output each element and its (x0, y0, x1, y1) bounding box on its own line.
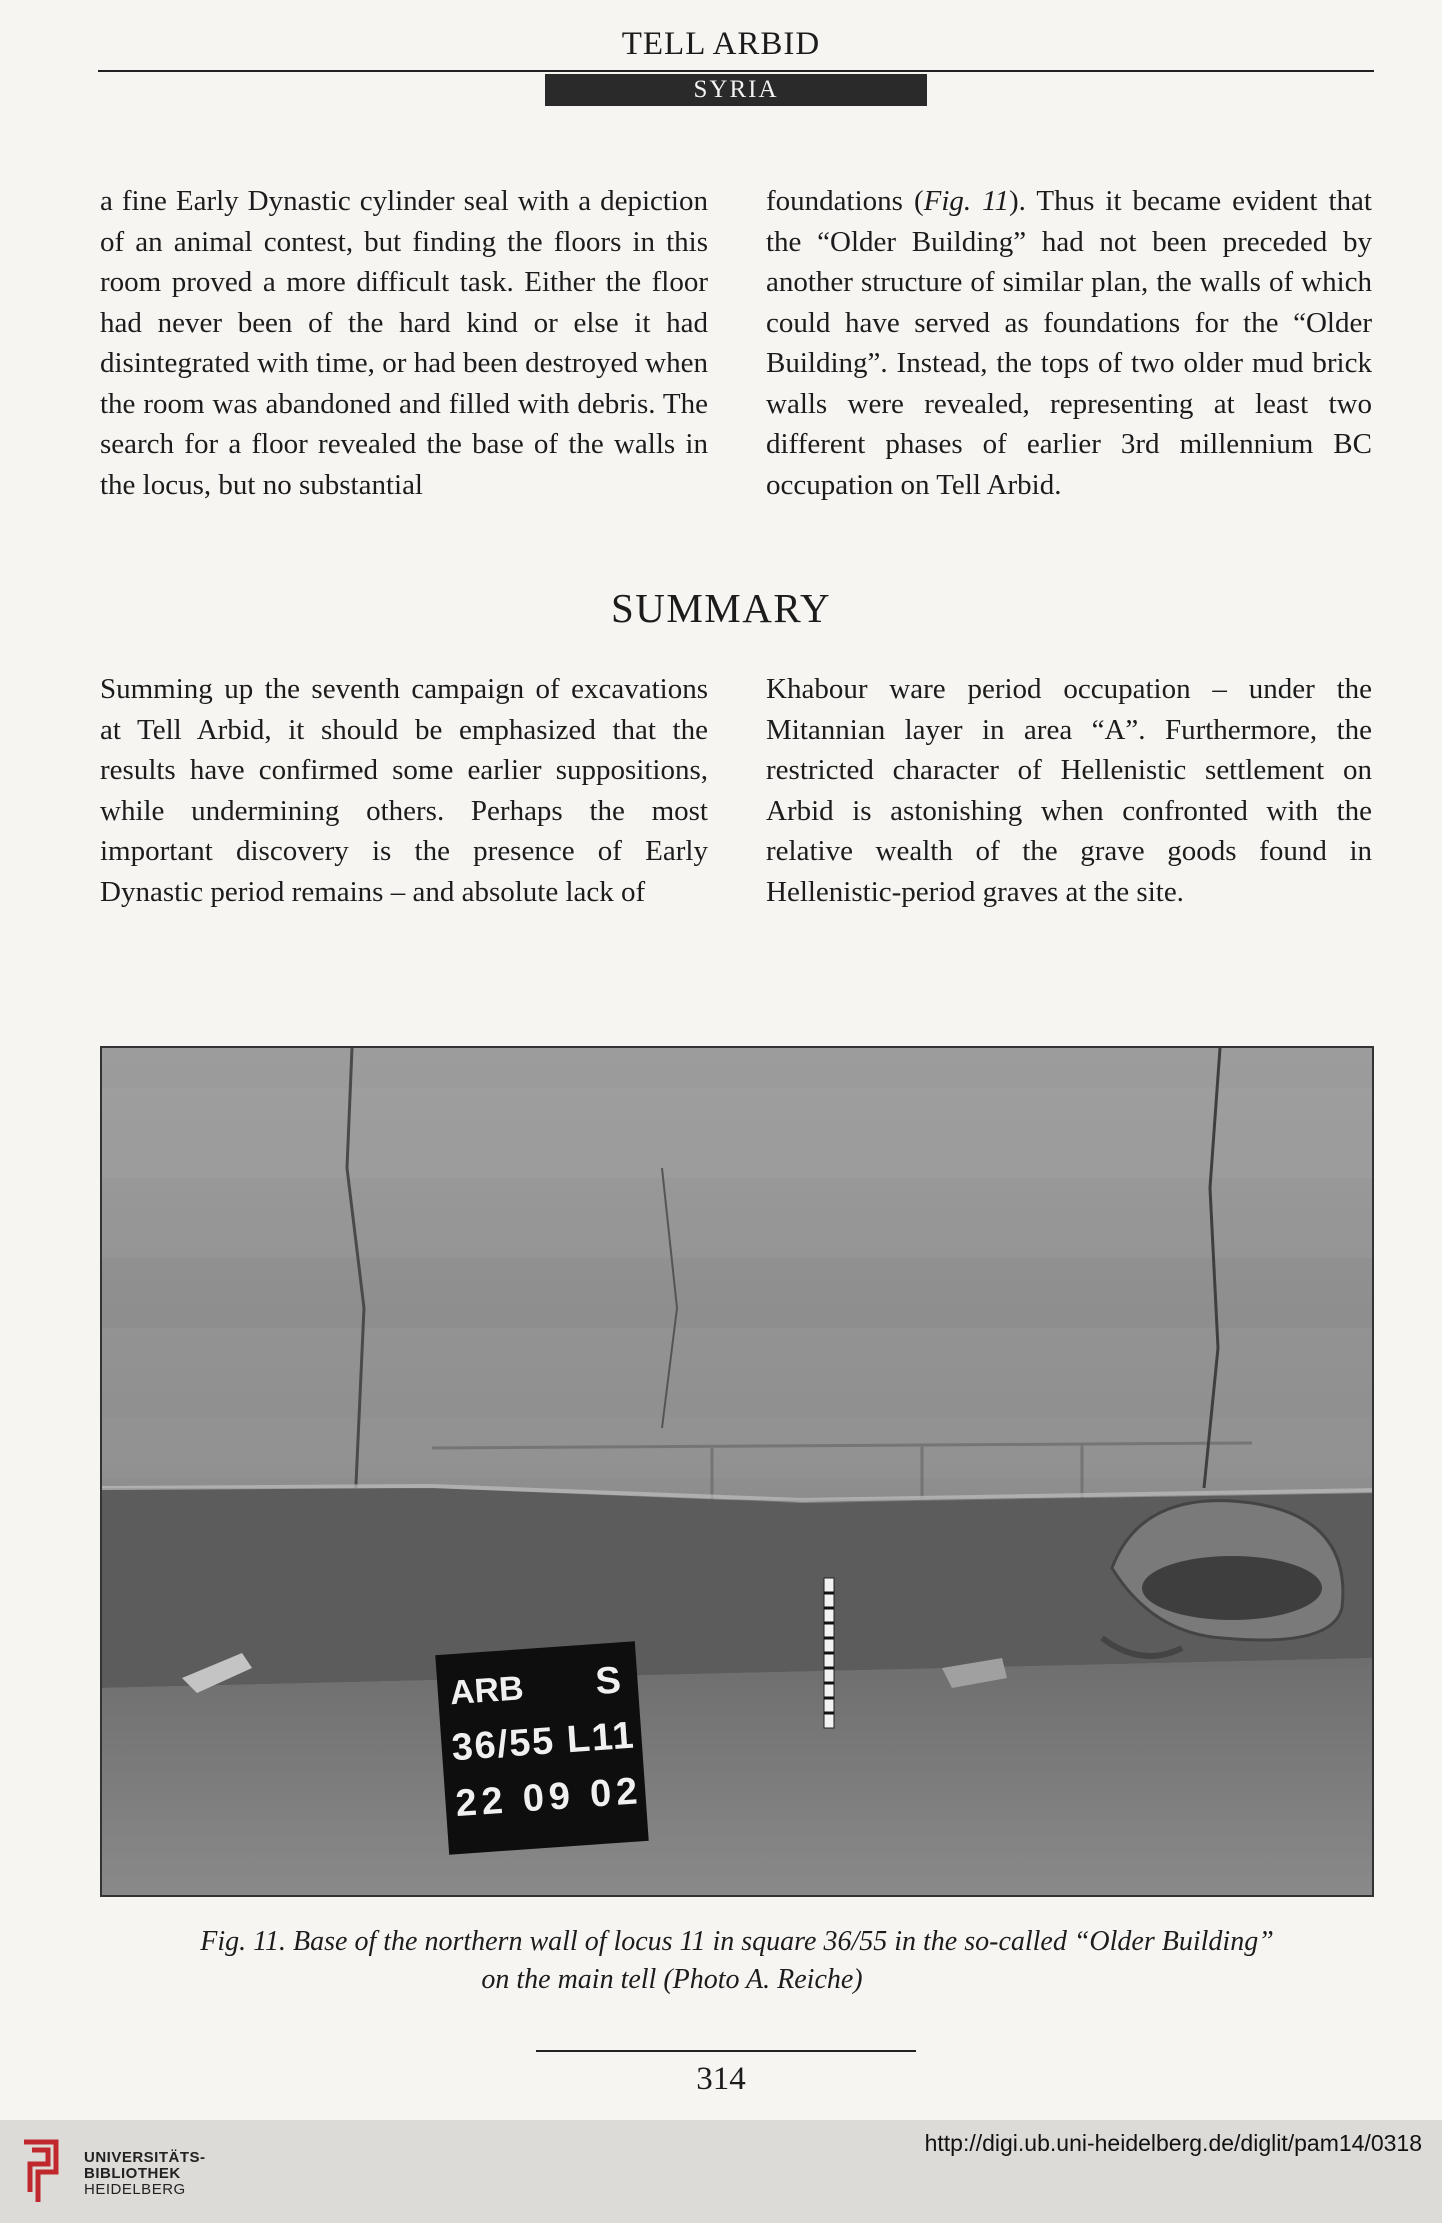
paragraph (766, 181, 1372, 505)
source-url-link[interactable]: http://digi.ub.uni-heidelberg.de/diglit/pam14/0318 (924, 2130, 1422, 2156)
caption-line-1: Fig. 11. Base of the northern wall of locus 11 in square 36/55 in the so-called “Older Building” (200, 1926, 1274, 1957)
body-column-left-top (100, 181, 708, 505)
excavation-photo (100, 1046, 1374, 1897)
paragraph: Summing up the seventh campaign of excavations at Tell Arbid, it should be emphasized that the results have confirmed some earlier suppositions, while undermining others. Perhaps the most important discovery is the presence of Early Dynastic period remains – and absolute lack of (100, 673, 708, 908)
library-name-line-2: BIBLIOTHEK (84, 2165, 181, 2182)
text-fragment: ). Thus it became evident that the “Older Building” had not been preceded by another structure of similar plan, the walls of which could have served as foundations for the “Older Building”. Instead, the tops of two older mud brick walls were revealed, representing at least two different phases of earlier 3rd millennium BC occupation on Tell Arbid. (766, 185, 1372, 501)
footer-rule (536, 2050, 916, 2052)
paragraph: Khabour ware period occupation – under the Mitannian layer in area “A”. Furthermore, the restricted character of Hellenistic settlement on Arbid is astonishing when confronted with the relative wealth of the grave goods found in Hellenistic-period graves at the site. (766, 673, 1372, 908)
board-label-site: ARB (448, 1669, 525, 1713)
paragraph: a fine Early Dynastic cylinder seal with a depiction of an animal contest, but finding the floors in this room proved a more difficult task. Either the floor had never been of the hard kind or else it had disintegrated with time, or had been destroyed when the room was abandoned and filled with debris. The search for a floor revealed the base of the walls in the locus, but no substantial (100, 185, 708, 501)
body-column-right-bottom (766, 669, 1372, 912)
library-logo-icon (14, 2132, 74, 2210)
board-label-square: 36/55 L11 (450, 1714, 635, 1770)
body-column-right-top (766, 181, 1372, 505)
page-number: 314 (696, 2061, 746, 2097)
library-name-line-3: HEIDELBERG (84, 2181, 186, 2198)
text-fragment: foundations ( (766, 185, 924, 217)
body-column-left-bottom (100, 669, 708, 912)
board-label-date: 22 09 02 (454, 1770, 639, 1826)
section-heading: SUMMARY (610, 585, 832, 631)
figure-reference: Fig. 11 (923, 185, 1009, 217)
library-name-line-1: UNIVERSITÄTS- (84, 2149, 206, 2166)
photo-board (435, 1641, 648, 1854)
figure-caption (100, 1923, 1374, 1999)
board-label-area: S (594, 1659, 623, 1704)
running-head-title: TELL ARBID (621, 26, 821, 62)
library-name (84, 2150, 206, 2198)
header-rule (98, 70, 1374, 72)
caption-line-2: on the main tell (Photo A. Reiche) (481, 1964, 863, 1995)
section-label: SYRIA (545, 74, 927, 106)
